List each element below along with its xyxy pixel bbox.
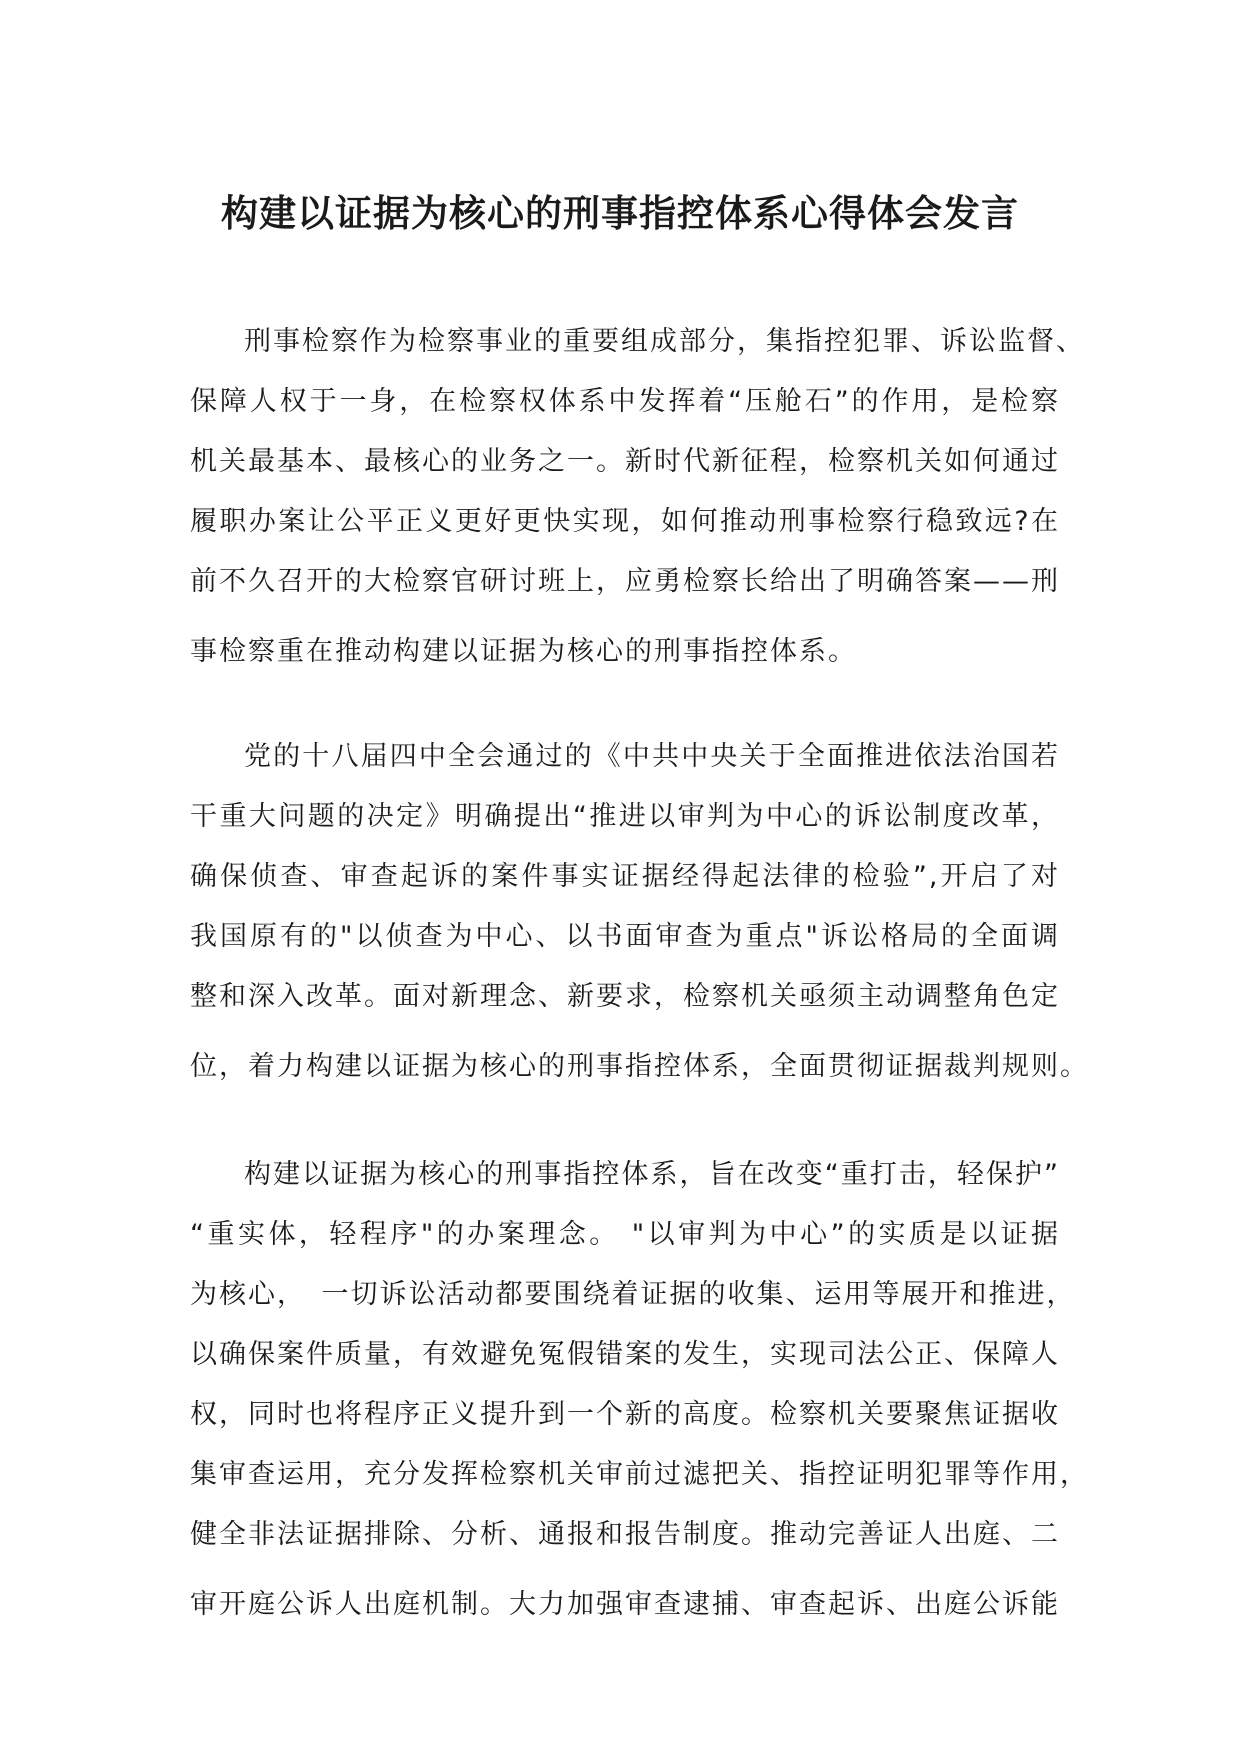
paragraph-3 — [190, 1145, 1089, 1635]
document-title: 构建以证据为核心的刑事指控体系心得体会发言 — [221, 191, 1019, 235]
paragraph-line: 干重大问题的决定》明确提出“推进以审判为中心的诉讼制度改革， — [190, 801, 1060, 832]
paragraph-line: 我国原有的"以侦查为中心、以书面审查为重点"诉讼格局的全面调 — [190, 921, 1060, 952]
paragraph-1 — [190, 312, 1085, 682]
paragraph-line: 机关最基本、最核心的业务之一。新时代新征程，检察机关如何通过 — [190, 446, 1060, 477]
paragraph-2 — [190, 727, 1089, 1097]
paragraph-line: 集审查运用，充分发挥检察机关审前过滤把关、指控证明犯罪等作用， — [190, 1459, 1089, 1490]
paragraph-line: 前不久召开的大检察官研讨班上，应勇检察长给出了明确答案——刑 — [190, 566, 1060, 597]
paragraph-line: 确保侦查、审查起诉的案件事实证据经得起法律的检验”,开启了对 — [190, 861, 1060, 892]
paragraph-line: 健全非法证据排除、分析、通报和报告制度。推动完善证人出庭、二 — [190, 1519, 1060, 1550]
paragraph-line: 保障人权于一身，在检察权体系中发挥着“压舱石”的作用，是检察 — [190, 386, 1060, 417]
paragraph-line: 权，同时也将程序正义提升到一个新的高度。检察机关要聚焦证据收 — [190, 1399, 1060, 1430]
paragraph-line: 事检察重在推动构建以证据为核心的刑事指控体系。 — [190, 636, 857, 667]
paragraph-line: 位，着力构建以证据为核心的刑事指控体系，全面贯彻证据裁判规则。 — [190, 1051, 1089, 1082]
paragraph-line: 构建以证据为核心的刑事指控体系，旨在改变“重打击，轻保护” — [244, 1159, 1060, 1190]
paragraph-line: 整和深入改革。面对新理念、新要求，检察机关亟须主动调整角色定 — [190, 981, 1060, 1012]
paragraph-line: 为核心， 一切诉讼活动都要围绕着证据的收集、运用等展开和推进， — [190, 1279, 1076, 1310]
paragraph-line: 党的十八届四中全会通过的《中共中央关于全面推进依法治国若 — [244, 741, 1060, 772]
paragraph-line: 履职办案让公平正义更好更快实现，如何推动刑事检察行稳致远?在 — [190, 506, 1060, 537]
paragraph-line: 审开庭公诉人出庭机制。大力加强审查逮捕、审查起诉、出庭公诉能 — [190, 1589, 1060, 1620]
paragraph-line: 以确保案件质量，有效避免冤假错案的发生，实现司法公正、保障人 — [190, 1339, 1060, 1370]
paragraph-line: “重实体，轻程序"的办案理念。 "以审判为中心”的实质是以证据 — [190, 1219, 1060, 1250]
paragraph-line: 刑事检察作为检察事业的重要组成部分，集指控犯罪、诉讼监督、 — [244, 326, 1085, 357]
